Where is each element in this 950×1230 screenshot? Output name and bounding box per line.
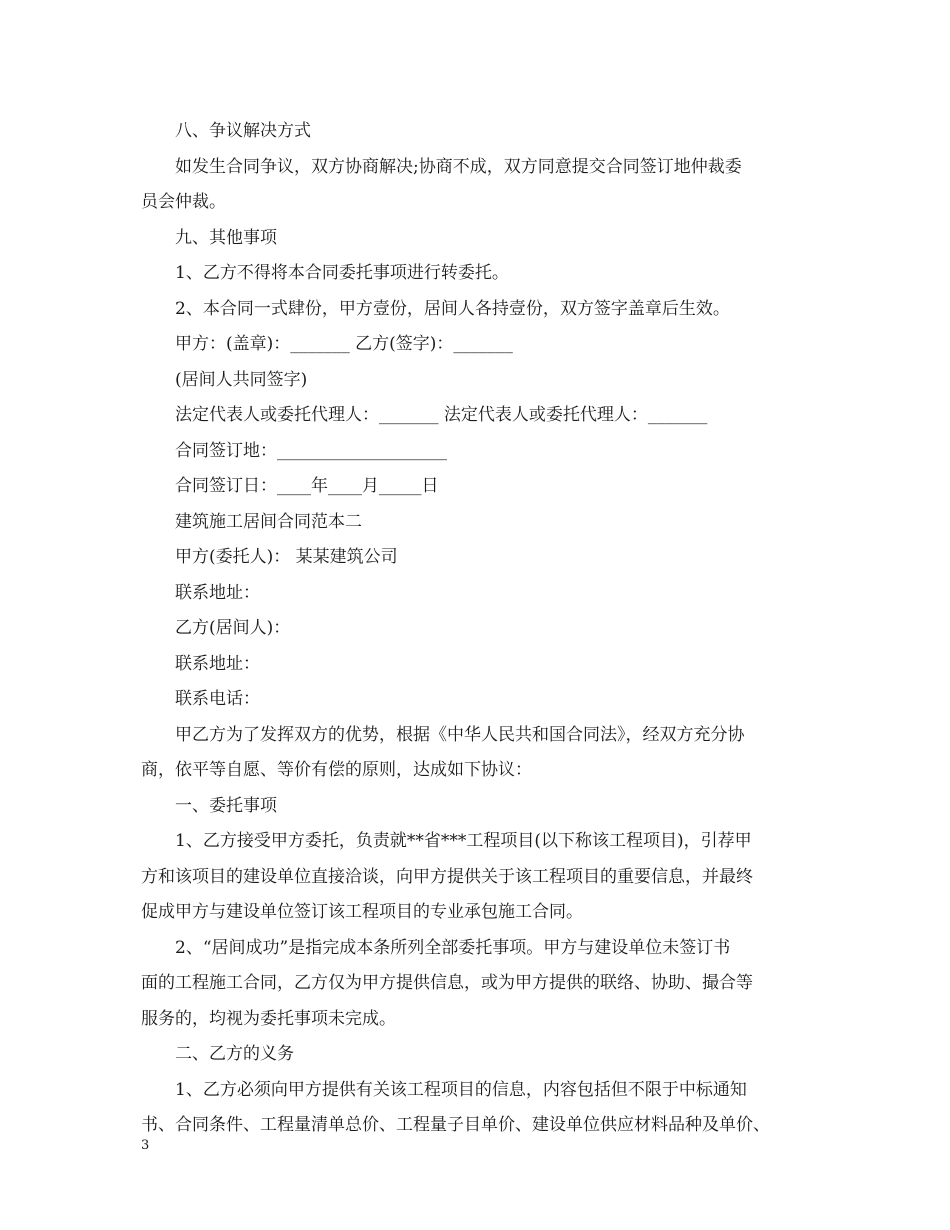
text-line: 面的工程施工合同，乙方仅为甲方提供信息，或为甲方提供的联络、协助、撮合等 — [141, 973, 753, 993]
text-line: 书、合同条件、工程量清单总价、工程量子目单价、建设单位供应材料品种及单价、 — [141, 1115, 770, 1135]
document-body — [141, 114, 811, 1144]
text-line: 乙方(居间人)： — [175, 618, 291, 638]
page-number: 3 — [141, 1138, 150, 1153]
text-line: 方和该项目的建设单位直接洽谈，向甲方提供关于该工程项目的重要信息，并最终 — [141, 866, 753, 887]
text-line: 商，依平等自愿、等价有偿的原则，达成如下协议： — [141, 760, 532, 780]
text-line: 2、“居间成功”是指完成本条所列全部委托事项。甲方与建设单位未签订书 — [175, 937, 731, 958]
text-line: 促成甲方与建设单位签订该工程项目的专业承包施工合同。 — [141, 902, 583, 922]
text-line: 1、乙方接受甲方委托，负责就**省***工程项目(以下称该工程项目)，引荐甲 — [175, 831, 752, 851]
text-line: 合同签订地：____________________ — [175, 440, 447, 461]
text-line: 员会仲裁。 — [141, 192, 226, 212]
text-line: 联系地址： — [175, 582, 260, 603]
text-line: 1、乙方必须向甲方提供有关该工程项目的信息，内容包括但不限于中标通知 — [175, 1079, 747, 1100]
text-line: 八、争议解决方式 — [175, 121, 311, 141]
text-line: 建筑施工居间合同范本二 — [175, 511, 362, 532]
text-line: 如发生合同争议，双方协商解决;协商不成，双方同意提交合同签订地仲裁委 — [175, 156, 742, 177]
text-line: 甲乙方为了发挥双方的优势，根据《中华人民共和国合同法》，经双方充分协 — [175, 724, 745, 745]
text-line: 联系电话： — [175, 689, 260, 709]
text-line: 甲方(委托人)： 某某建筑公司 — [175, 547, 398, 567]
text-line: 一、委托事项 — [175, 795, 277, 816]
text-line: 九、其他事项 — [175, 227, 277, 248]
text-line: 二、乙方的义务 — [175, 1044, 294, 1064]
text-line: 服务的，均视为委托事项未完成。 — [141, 1008, 396, 1029]
text-line: 甲方：(盖章)：_______ 乙方(签字)：_______ — [175, 334, 513, 354]
text-line: 1、乙方不得将本合同委托事项进行转委托。 — [175, 263, 509, 283]
text-line: (居间人共同签字) — [175, 369, 308, 390]
text-line: 法定代表人或委托代理人：_______ 法定代表人或委托代理人：_______ — [175, 405, 708, 425]
text-line: 联系地址： — [175, 653, 260, 674]
text-line: 2、本合同一式肆份，甲方壹份，居间人各持壹份，双方签字盖章后生效。 — [175, 298, 730, 319]
text-line: 合同签订日：____年____月_____日 — [175, 476, 439, 496]
